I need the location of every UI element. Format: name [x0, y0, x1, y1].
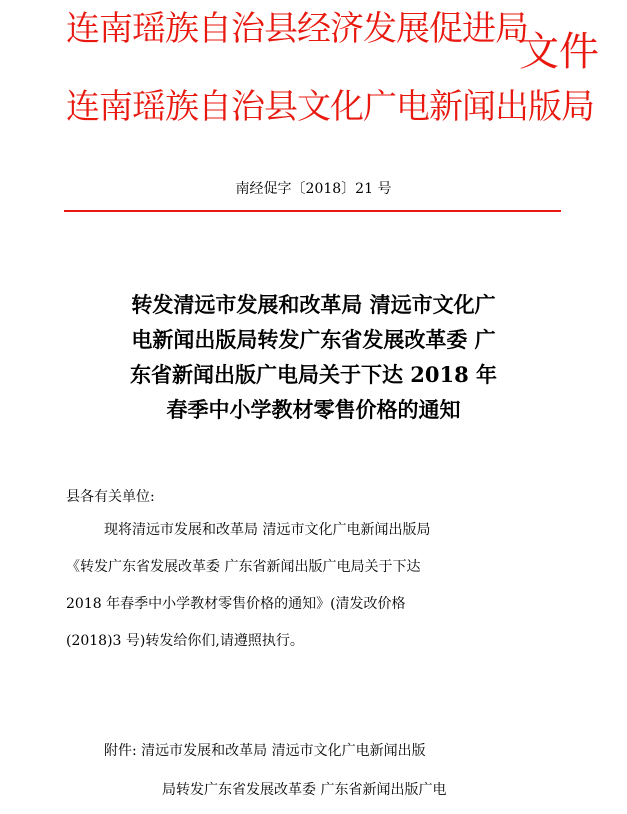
title-line: 春季中小学教材零售价格的通知 [166, 397, 461, 422]
document-type-label: 文件 [519, 29, 599, 75]
attachment-line: 局转发广东省发展改革委 广东省新闻出版广电 [162, 782, 447, 798]
issuer-name-economic-bureau: 连南瑶族自治县经济发展促进局 [66, 9, 528, 49]
issuer-name-culture-bureau: 连南瑶族自治县文化广电新闻出版局 [66, 87, 594, 127]
body-line: 《转发广东省发展改革委 广东省新闻出版广电局关于下达 [66, 559, 421, 575]
title-line: 电新闻出版局转发广东省发展改革委 广 [131, 327, 496, 352]
title-line: 东省新闻出版广电局关于下达 2018 年 [129, 362, 498, 387]
body-line: 2018 年春季中小学教材零售价格的通知》(清发改价格 [66, 596, 406, 612]
salutation: 县各有关单位: [66, 489, 155, 505]
title-line: 转发清远市发展和改革局 清远市文化广 [131, 292, 496, 317]
notice-title [70, 287, 557, 427]
header-divider [64, 210, 561, 212]
body-line: 现将清远市发展和改革局 清远市文化广电新闻出版局 [104, 522, 431, 538]
document-number: 南经促字〔2018〕21 号 [235, 181, 392, 197]
attachment-line: 附件: 清远市发展和改革局 清远市文化广电新闻出版 [104, 743, 426, 759]
body-line: (2018)3 号)转发给你们,请遵照执行。 [66, 633, 304, 649]
